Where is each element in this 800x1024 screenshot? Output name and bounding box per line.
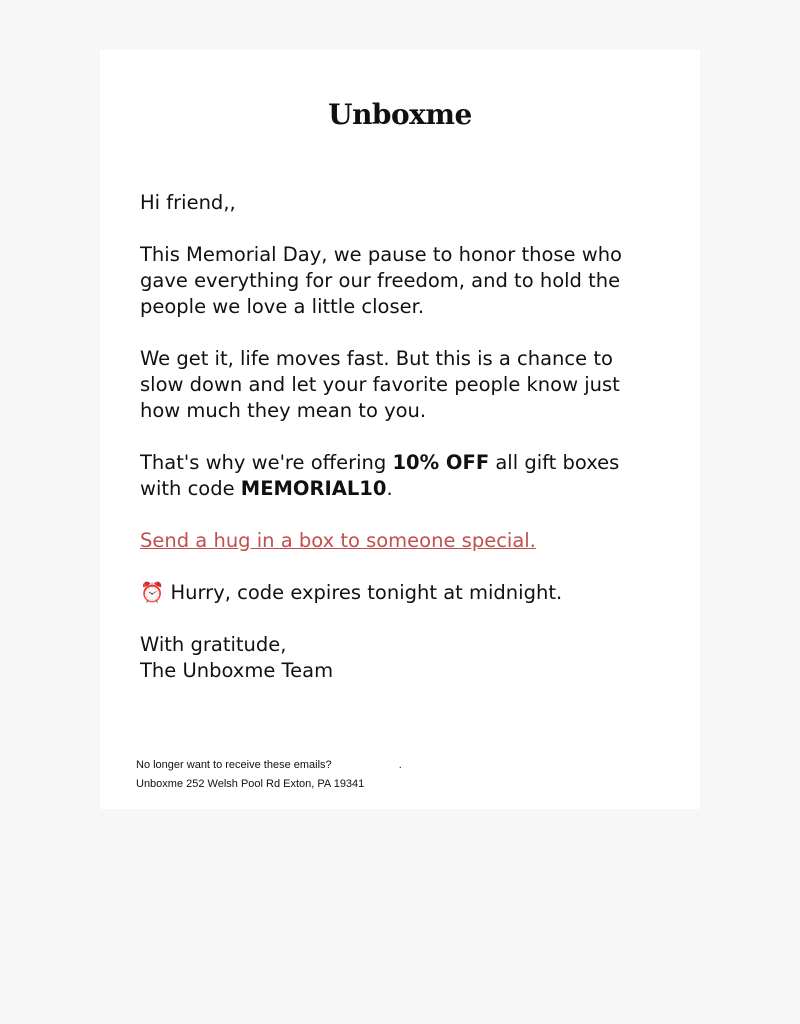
cta-paragraph (140, 528, 660, 554)
unsubscribe-period: . (398, 759, 402, 771)
urgency-text: Hurry, code expires tonight at midnight. (164, 581, 563, 604)
signoff-line-1: With gratitude, (140, 633, 287, 656)
mailing-address: Unboxme 252 Welsh Pool Rd Exton, PA 19341 (136, 778, 365, 790)
unsubscribe-link[interactable]: Unsubscribe (334, 759, 396, 771)
unsubscribe-prompt: No longer want to receive these emails? (136, 759, 335, 771)
unsubscribe-line (136, 756, 656, 775)
offer-discount: 10% OFF (392, 451, 490, 474)
email-body (140, 190, 660, 684)
email-card (100, 50, 700, 809)
greeting: Hi friend,, (140, 191, 236, 214)
brand-logo[interactable]: Unboxme (328, 98, 472, 131)
offer-prefix: That's why we're offering (140, 451, 393, 474)
offer-suffix: . (386, 477, 393, 500)
signoff-line-2: The Unboxme Team (140, 659, 334, 682)
offer-middle: all gift boxes with code (140, 451, 620, 500)
shop-gift-boxes-link[interactable]: Send a hug in a box to someone special. (140, 529, 536, 552)
alarm-clock-icon: ⏰ (140, 581, 165, 604)
intro-paragraph: This Memorial Day, we pause to honor those who gave everything for our freedom, and to hold the people we love a little closer. (140, 243, 622, 318)
urgency-paragraph (140, 580, 660, 606)
reminder-paragraph: We get it, life moves fast. But this is a chance to slow down and let your favorite people know just how much they mean to you. (140, 347, 620, 422)
email-footer (136, 756, 656, 794)
offer-paragraph (140, 450, 660, 502)
offer-code: MEMORIAL10 (240, 477, 387, 500)
